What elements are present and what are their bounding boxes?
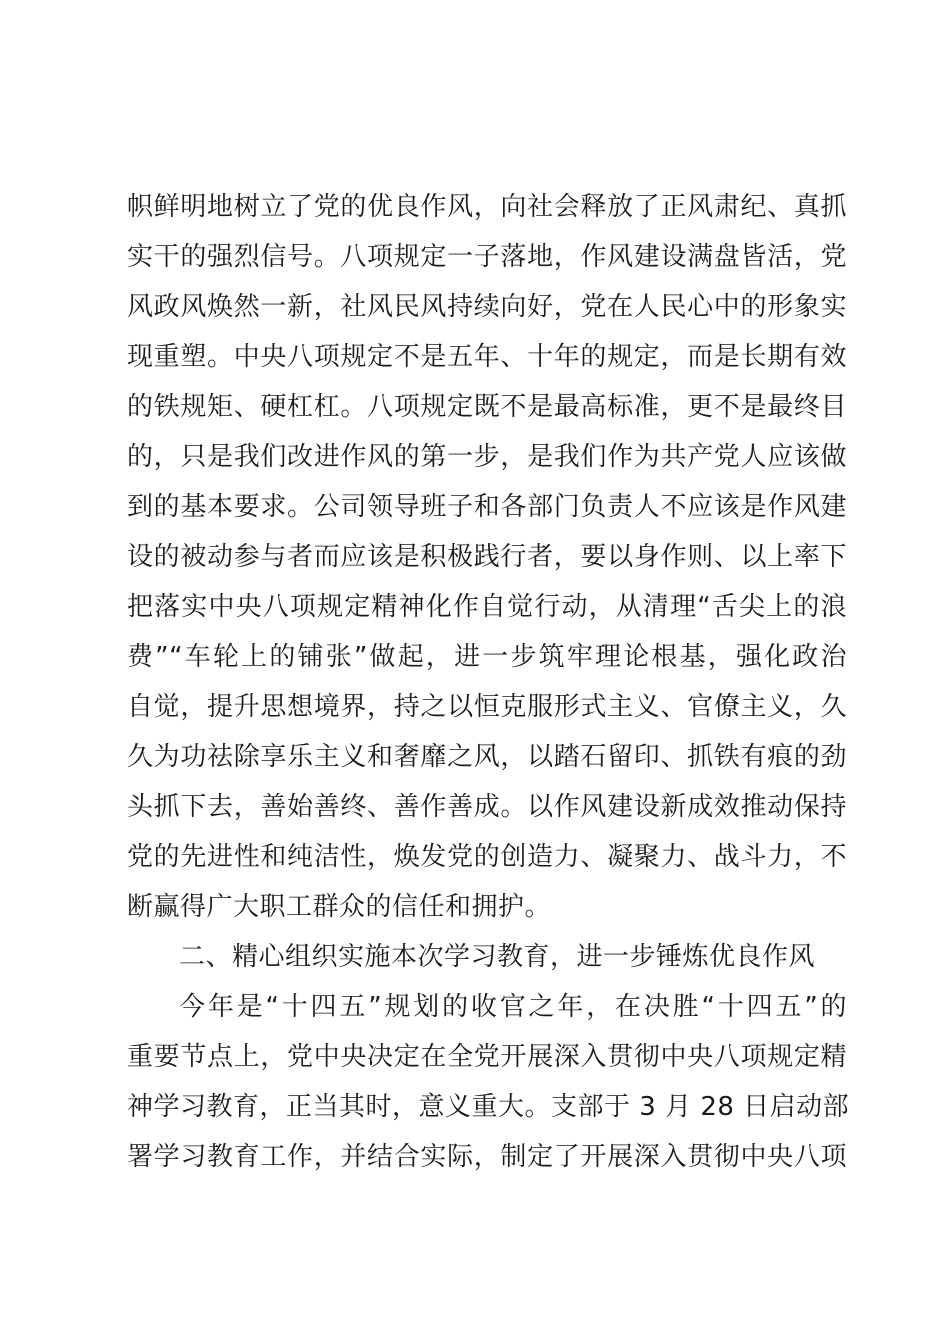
text-line: 费”“车轮上的铺张”做起，进一步筑牢理论根基，强化政治 [127,642,847,672]
text-line: 的铁规矩、硬杠杠。八项规定既不是最高标准，更不是最终目 [127,392,847,422]
text-line: 的，只是我们改进作风的第一步，是我们作为共产党人应该做 [127,442,847,472]
text-line: 重要节点上，党中央决定在全党开展深入贯彻中央八项规定精 [127,1042,847,1072]
text-line-paragraph-start: 今年是“十四五”规划的收官之年，在决胜“十四五”的 [179,992,847,1022]
text-line: 署学习教育工作，并结合实际，制定了开展深入贯彻中央八项 [127,1142,847,1172]
text-line: 党的先进性和纯洁性，焕发党的创造力、凝聚力、战斗力，不 [127,842,847,872]
text-line: 把落实中央八项规定精神化作自觉行动，从清理“舌尖上的浪 [127,592,847,622]
text-line: 久为功祛除享乐主义和奢靡之风，以踏石留印、抓铁有痕的劲 [127,742,847,772]
section-heading: 二、精心组织实施本次学习教育，进一步锤炼优良作风 [179,942,816,972]
text-line: 实干的强烈信号。八项规定一子落地，作风建设满盘皆活，党 [127,242,847,272]
text-line: 神学习教育，正当其时，意义重大。支部于 3 月 28 日启动部 [127,1092,850,1122]
text-line: 风政风焕然一新，社风民风持续向好，党在人民心中的形象实 [127,292,847,322]
text-line: 头抓下去，善始善终、善作善成。以作风建设新成效推动保持 [127,792,847,822]
text-line: 现重塑。中央八项规定不是五年、十年的规定，而是长期有效 [127,342,847,372]
text-line: 设的被动参与者而应该是积极践行者，要以身作则、以上率下 [127,542,847,572]
body-text [127,182,850,1182]
text-line: 到的基本要求。公司领导班子和各部门负责人不应该是作风建 [127,492,847,522]
text-line: 自觉，提升思想境界，持之以恒克服形式主义、官僚主义，久 [127,692,847,722]
text-line-paragraph-end: 断赢得广大职工群众的信任和拥护。 [127,892,552,922]
text-line: 帜鲜明地树立了党的优良作风，向社会释放了正风肃纪、真抓 [127,192,847,222]
